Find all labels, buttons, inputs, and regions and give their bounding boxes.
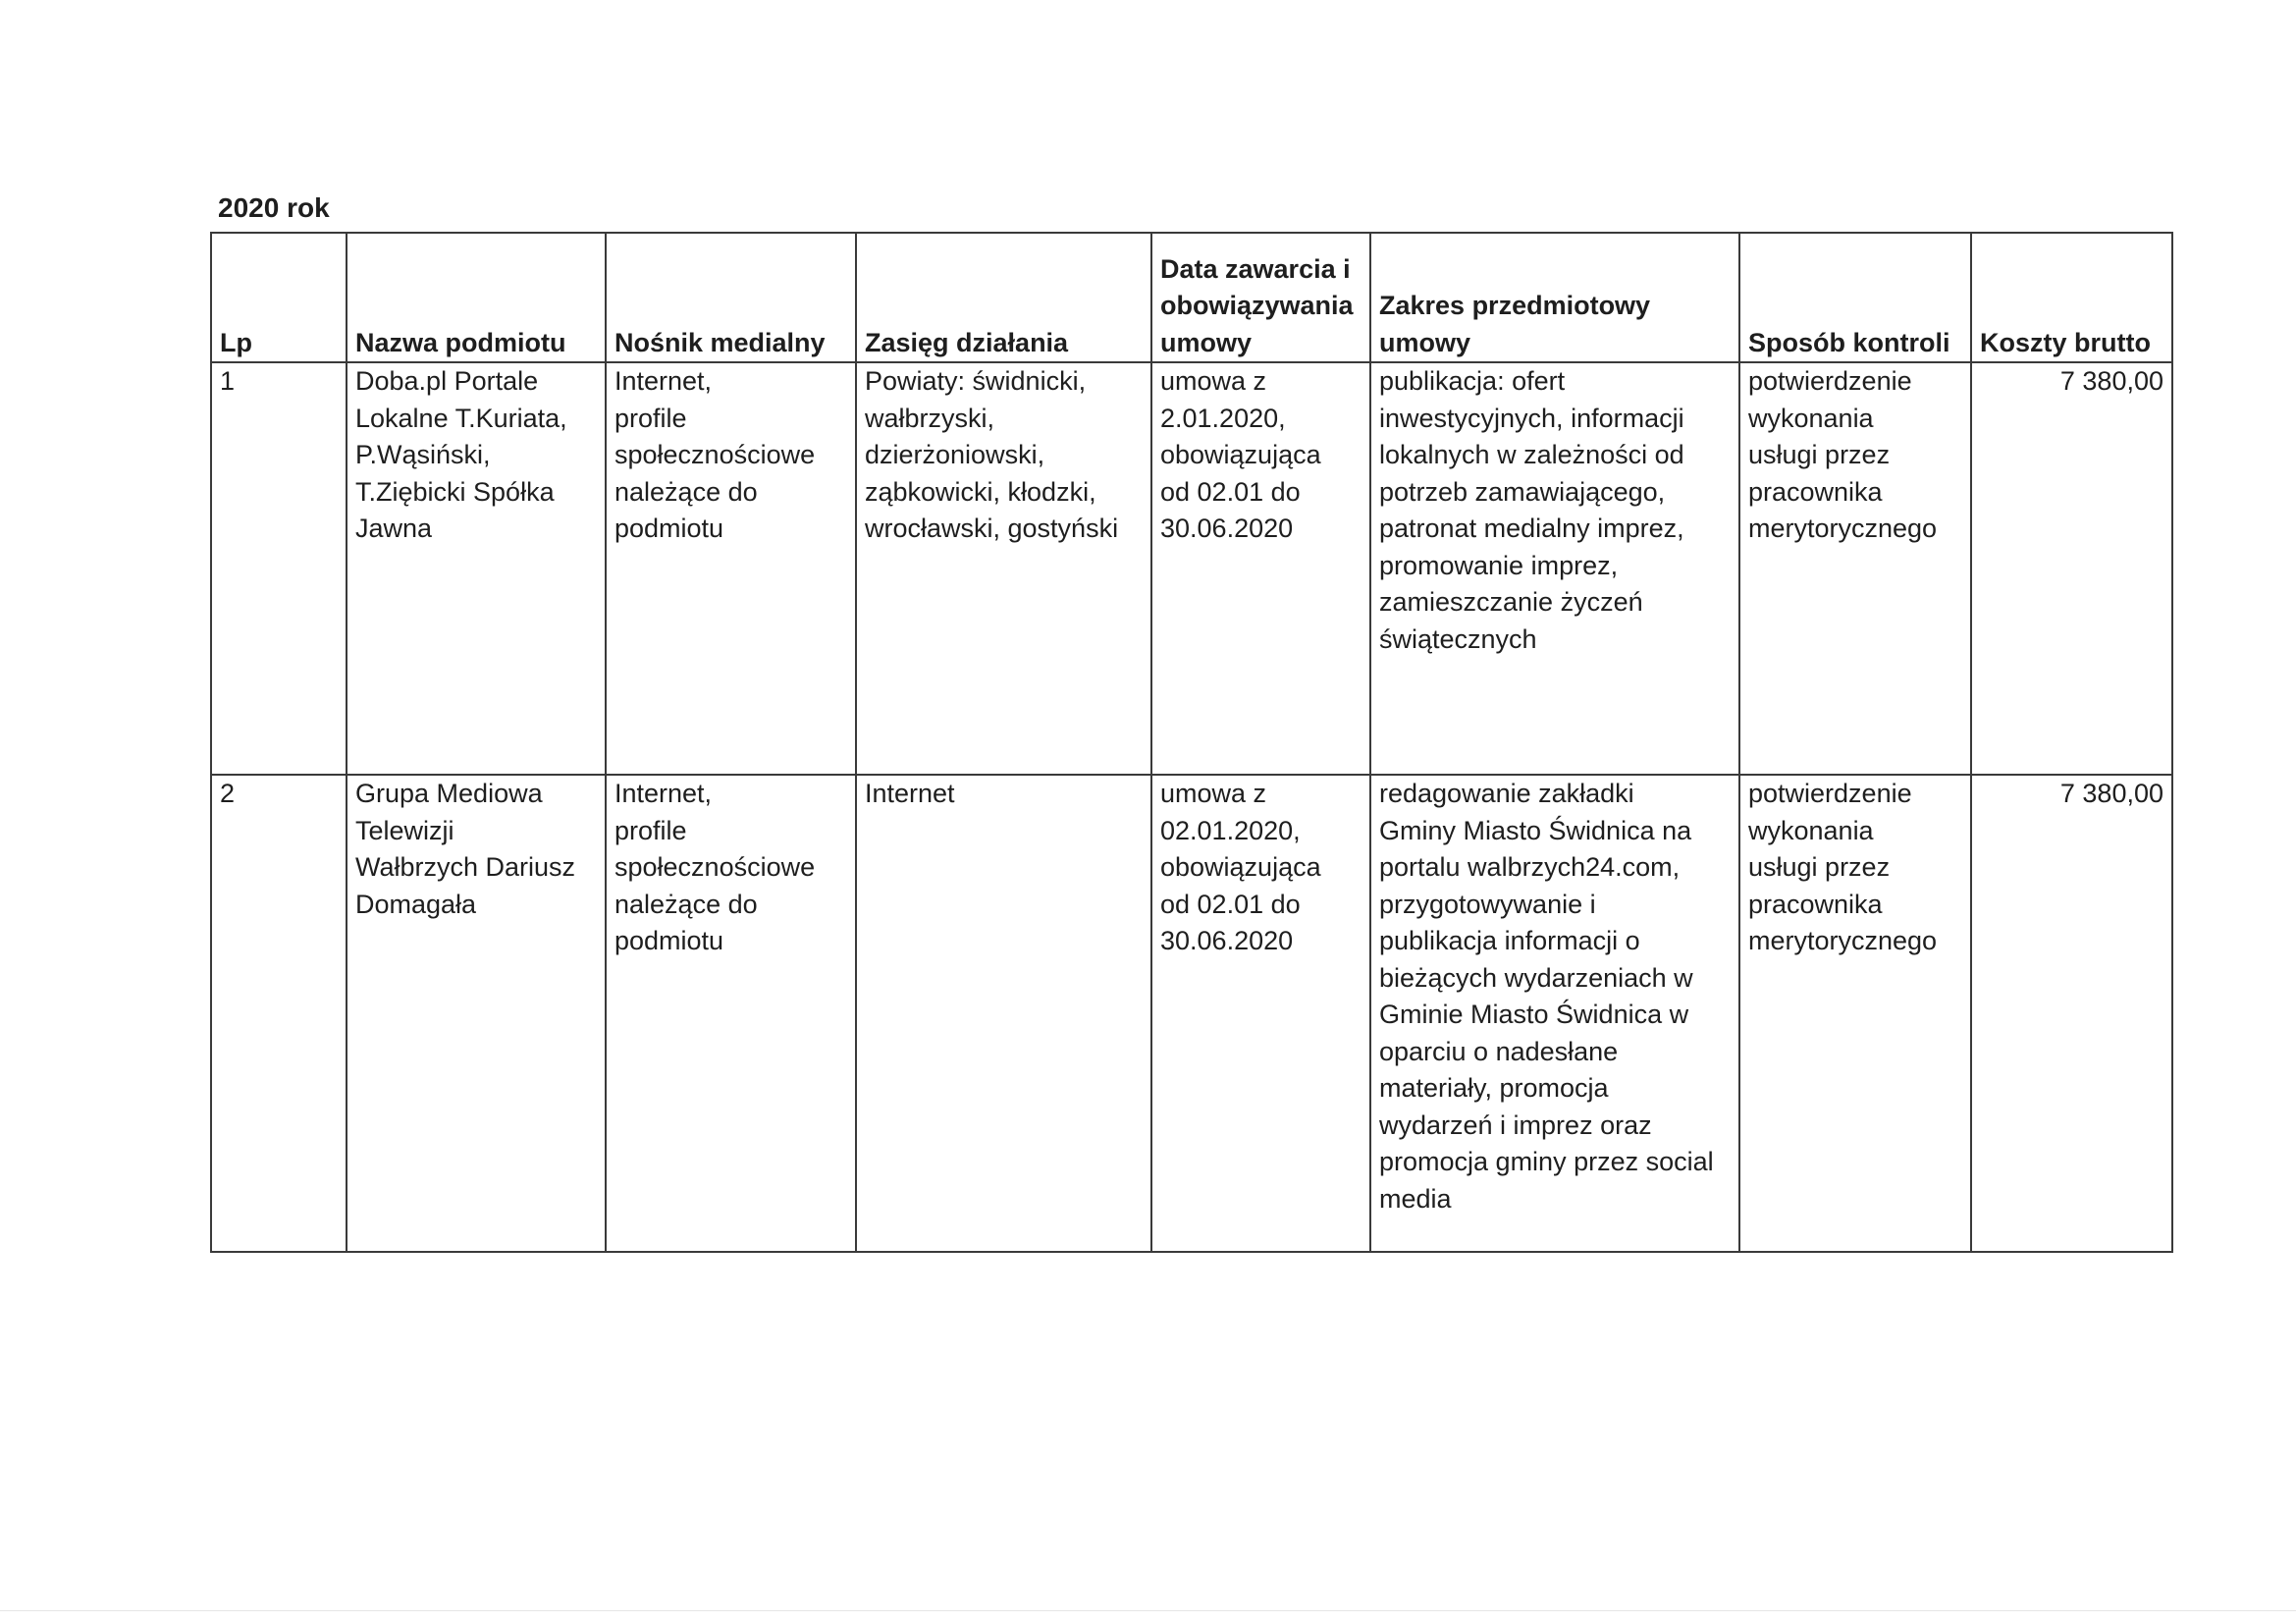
- cell-zakres-przedmiotowy: publikacja: ofert inwestycyjnych, informacji lokalnych w zależności od potrzeb zamawiającego, patronat medialny imprez, promowanie imprez, zamieszczanie życzeń świątecznych: [1370, 362, 1739, 775]
- header-nosnik-medialny: Nośnik medialny: [606, 233, 856, 362]
- cell-lp: 2: [211, 775, 347, 1252]
- header-zakres-przedmiotowy: Zakres przedmiotowy umowy: [1370, 233, 1739, 362]
- cell-lp: 1: [211, 362, 347, 775]
- header-zasieg-dzialania: Zasięg działania: [856, 233, 1151, 362]
- cell-koszty-brutto: 7 380,00: [1971, 775, 2172, 1252]
- cell-sposob-kontroli: potwierdzenie wykonania usługi przez pracownika merytorycznego: [1739, 775, 1971, 1252]
- cell-nosnik-medialny: Internet, profile społecznościowe należące do podmiotu: [606, 775, 856, 1252]
- cell-nosnik-medialny: Internet, profile społecznościowe należące do podmiotu: [606, 362, 856, 775]
- media-contracts-table: [210, 232, 2173, 1253]
- cell-zasieg-dzialania: Powiaty: świdnicki, wałbrzyski, dzierżoniowski, ząbkowicki, kłodzki, wrocławski, gostyński: [856, 362, 1151, 775]
- cell-sposob-kontroli: potwierdzenie wykonania usługi przez pracownika merytorycznego: [1739, 362, 1971, 775]
- table-row: [211, 775, 2172, 1252]
- cell-nazwa-podmiotu: Doba.pl Portale Lokalne T.Kuriata, P.Wąsiński, T.Ziębicki Spółka Jawna: [347, 362, 606, 775]
- cell-nazwa-podmiotu: Grupa Mediowa Telewizji Wałbrzych Dariusz Domagała: [347, 775, 606, 1252]
- header-nazwa-podmiotu: Nazwa podmiotu: [347, 233, 606, 362]
- header-data-zawarcia: Data zawarcia i obowiązywania umowy: [1151, 233, 1370, 362]
- table-row: [211, 362, 2172, 775]
- scan-edge-divider: [0, 1610, 2296, 1611]
- table-header-row: [211, 233, 2172, 362]
- header-sposob-kontroli: Sposób kontroli: [1739, 233, 1971, 362]
- cell-data-zawarcia: umowa z 02.01.2020, obowiązująca od 02.01 do 30.06.2020: [1151, 775, 1370, 1252]
- page-title: 2020 rok: [218, 192, 330, 223]
- header-koszty-brutto: Koszty brutto: [1971, 233, 2172, 362]
- cell-koszty-brutto: 7 380,00: [1971, 362, 2172, 775]
- header-lp: Lp: [211, 233, 347, 362]
- cell-data-zawarcia: umowa z 2.01.2020, obowiązująca od 02.01 do 30.06.2020: [1151, 362, 1370, 775]
- cell-zakres-przedmiotowy: redagowanie zakładki Gminy Miasto Świdnica na portalu walbrzych24.com, przygotowywanie i publikacja informacji o bieżących wydarzeniach w Gminie Miasto Świdnica w oparciu o nadesłane materiały, promocja wydarzeń i imprez oraz promocja gminy przez social media: [1370, 775, 1739, 1252]
- cell-zasieg-dzialania: Internet: [856, 775, 1151, 1252]
